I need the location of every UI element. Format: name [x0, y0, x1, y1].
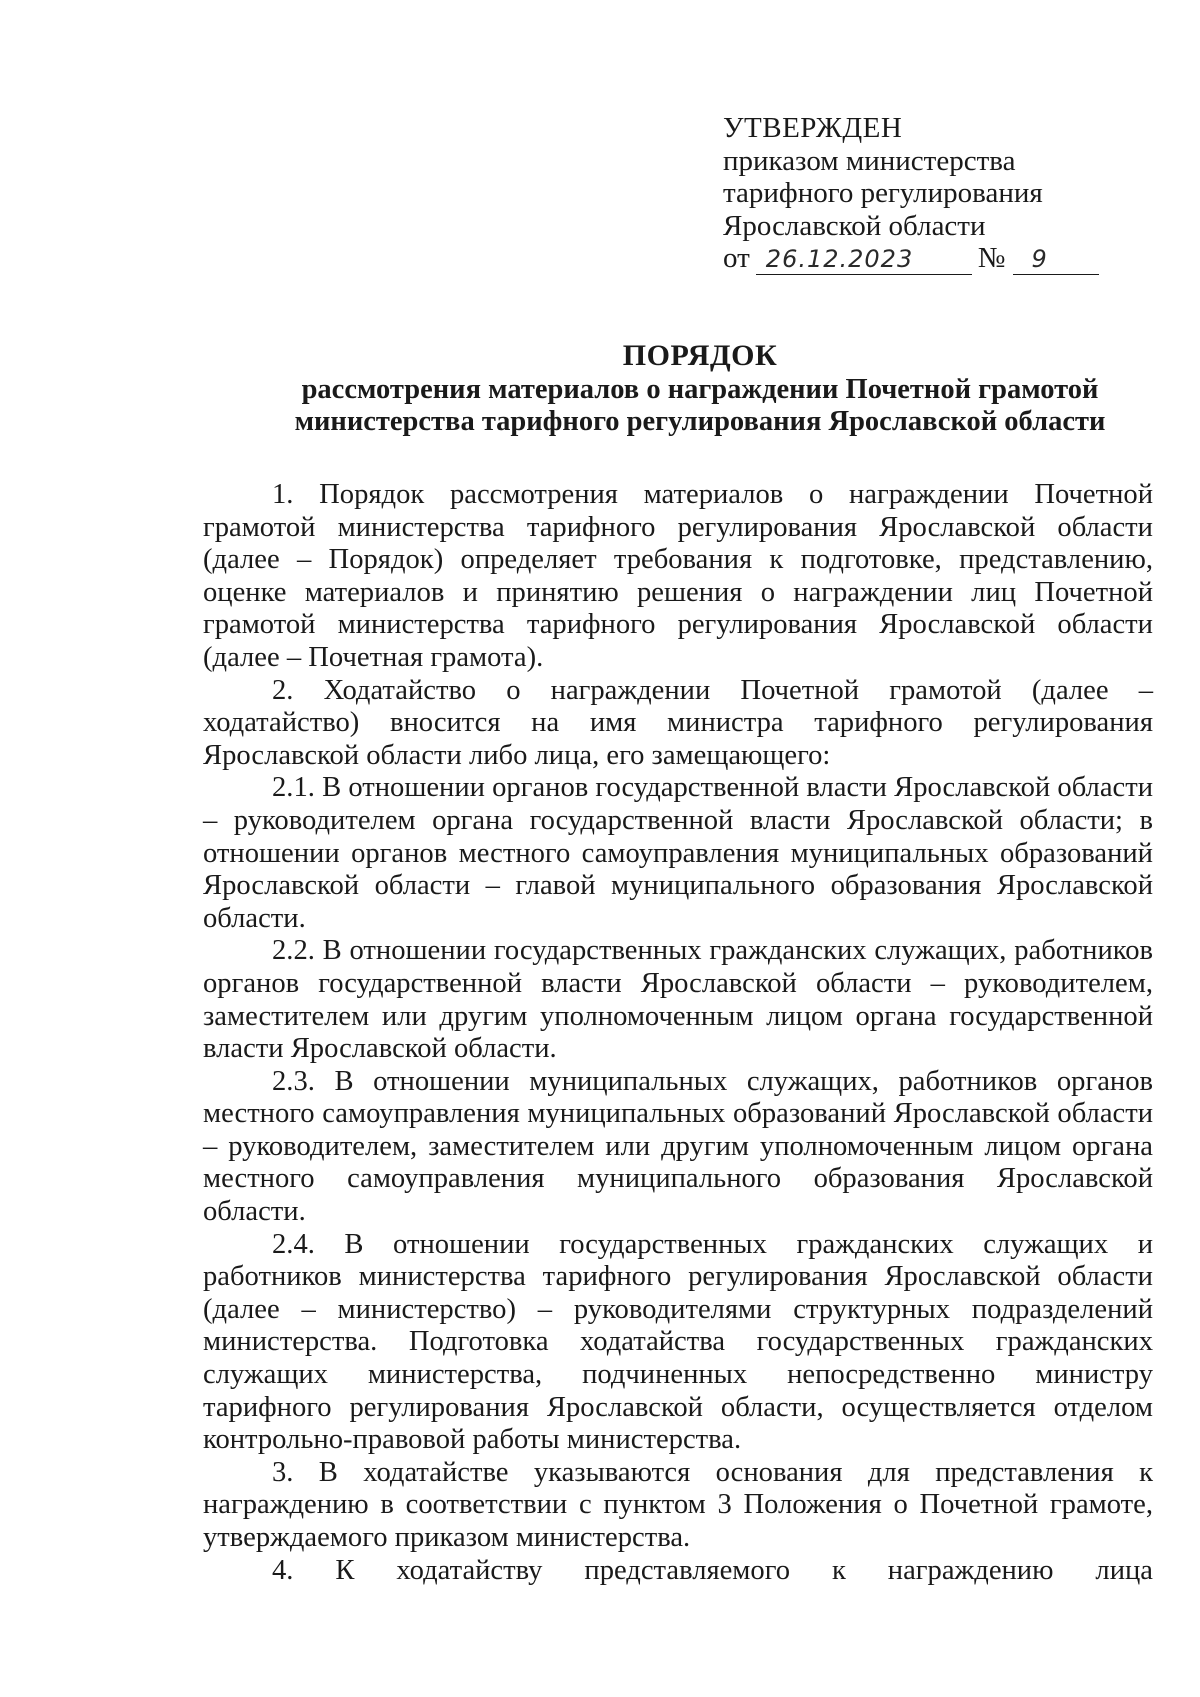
paragraph-2-2: 2.2. В отношении государственных гражданских служащих, работников органов государственной власти Ярославской области – руководителем, заместителем или другим уполномоченным лицом органа государственной власти Ярославской области.: [203, 935, 1153, 1065]
paragraph-3: 3. В ходатайстве указываются основания для представления к награждению в соответствии с пунктом 3 Положения о Почетной грамоте, утверждаемого приказом министерства.: [203, 1456, 1153, 1553]
approval-line-1: приказом министерства: [723, 144, 1016, 177]
approval-line-3: Ярославской области: [723, 209, 986, 242]
paragraph-1: 1. Порядок рассмотрения материалов о награждении Почетной грамотой министерства тарифного регулирования Ярославской области (далее – Порядок) определяет требования к подготовке, представлению, оценке материалов и принятию решения о награждении лиц Почетной грамотой министерства тарифного регулирования Ярославской области (далее – Почетная грамота).: [203, 479, 1153, 673]
document-body: [203, 479, 1153, 1587]
date-prefix: от: [723, 242, 750, 274]
paragraph-2-1: 2.1. В отношении органов государственной власти Ярославской области – руководителем органа государственной власти Ярославской области; в отношении органов местного самоуправления муниципальных образований Ярославской области – главой муниципального образования Ярославской области.: [203, 772, 1153, 934]
paragraph-2-4: 2.4. В отношении государственных гражданских служащих и работников министерства тарифного регулирования Ярославской области (далее – министерство) – руководителями структурных подразделений министерства. Подготовка ходатайства государственных гражданских служащих министерства, подчиненных непосредственно министру тарифного регулирования Ярославской области, осуществляется отделом контрольно-правовой работы министерства.: [203, 1228, 1153, 1456]
handwritten-number: 9: [1013, 245, 1099, 275]
title-main: ПОРЯДОК: [622, 339, 778, 372]
document-title: [200, 340, 1200, 439]
approval-date-number-line: [723, 242, 1103, 275]
number-prefix: №: [977, 242, 1006, 274]
approval-line-2: тарифного регулирования: [723, 177, 1043, 209]
title-line-1: рассмотрения материалов о награждении Почетной грамотой: [301, 373, 1099, 405]
paragraph-4: 4. К ходатайству представляемого к награждению лица: [272, 1554, 1153, 1586]
approval-heading: УТВЕРЖДЕН: [723, 112, 903, 144]
handwritten-date: 26.12.2023: [756, 245, 972, 275]
paragraph-2: 2. Ходатайство о награждении Почетной грамотой (далее – ходатайство) вносится на имя министра тарифного регулирования Ярославской области либо лица, его замещающего:: [203, 674, 1153, 771]
paragraph-2-3: 2.3. В отношении муниципальных служащих, работников органов местного самоуправления муниципальных образований Ярославской области – руководителем, заместителем или другим уполномоченным лицом органа местного самоуправления муниципального образования Ярославской области.: [203, 1065, 1153, 1228]
title-line-2: министерства тарифного регулирования Ярославской области: [294, 406, 1106, 437]
approval-block: [723, 112, 1103, 275]
